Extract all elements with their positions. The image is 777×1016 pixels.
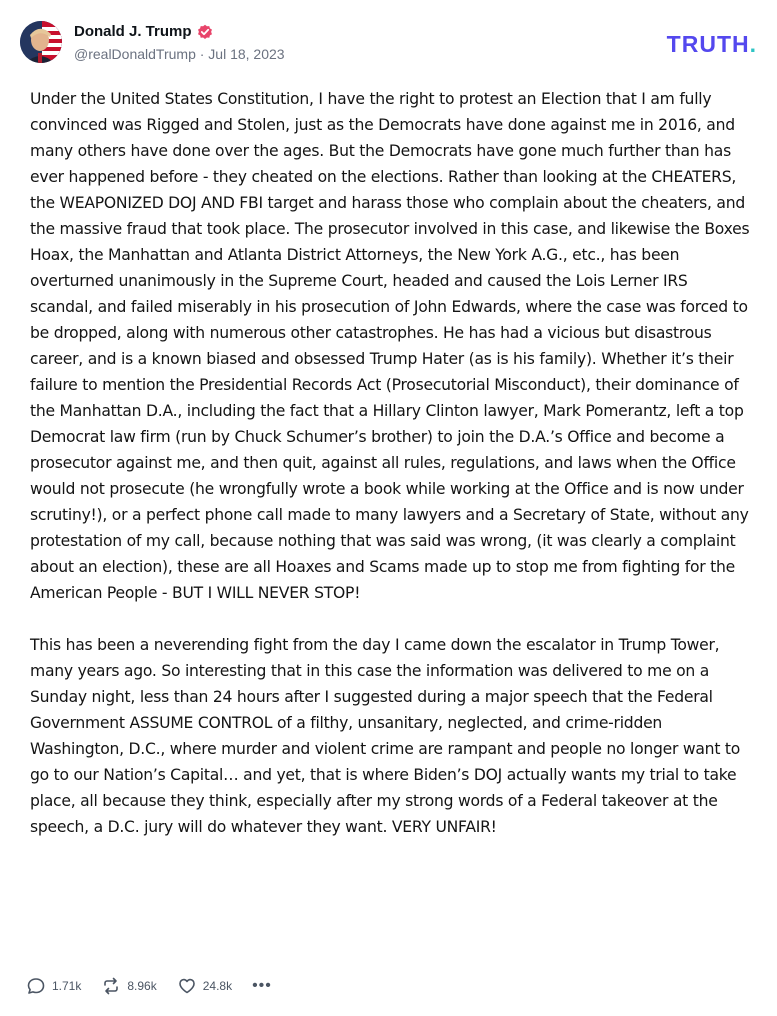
post-image[interactable]	[30, 86, 750, 956]
truth-logo-text: TRUTH	[666, 31, 750, 57]
reply-icon	[26, 976, 46, 996]
action-bar	[26, 976, 292, 996]
retruth-count: 8.96k	[127, 979, 157, 993]
more-icon: •••	[252, 977, 272, 994]
reply-button[interactable]	[26, 976, 81, 996]
retruth-icon	[101, 976, 121, 996]
verified-badge-icon	[197, 24, 213, 40]
reply-count: 1.71k	[52, 979, 82, 993]
post-paragraph-2: This has been a neverending fight from the day I came down the escalator in Trump Tower, many years ago. So interesting that in this case the information was delivered to me on a Sunday night, less than 24 hours after I suggested during a major speech that the Federal Government ASSUME CONTROL of a filthy, unsanitary, neglected, and crime-ridden Washington, D.C., where murder and violent crime are rampant and people no longer want to go to our Nation’s Capital… and yet, that is where Biden’s DOJ actually wants my trial to take place, all because they think, especially after my strong words of a Federal takeover at the speech, a D.C. jury will do whatever they want. VERY UNFAIR!	[30, 636, 741, 836]
truth-logo[interactable]	[667, 31, 757, 58]
like-button[interactable]	[177, 976, 232, 996]
author-handle-date: @realDonaldTrump · Jul 18, 2023	[74, 46, 285, 62]
heart-icon	[177, 976, 197, 996]
author-name[interactable]: Donald J. Trump	[74, 23, 192, 40]
more-options-button[interactable]	[252, 977, 272, 994]
post-paragraph-1: Under the United States Constitution, I have the right to protest an Election that I am fully convinced was Rigged and Stolen, just as the Democrats have done against me in 2016, and many others have done over the ages. But the Democrats have gone much further than has ever happened before - they cheated on the elections. Rather than looking at the CHEATERS, the WEAPONIZED DOJ AND FBI target and harass those who complain about the cheaters, and the massive fraud that took place. The prosecutor involved in this case, and likewise the Boxes Hoax, the Manhattan and Atlanta District Attorneys, the New York A.G., etc., has been overturned unanimously in the Supreme Court, headed and caused the Lois Lerner IRS scandal, and failed miserably in his prosecution of John Edwards, where the case was forced to be dropped, along with numerous other catastrophes. He has had a vicious but disastrous career, and is a known biased and obsessed Trump Hater (as is his family). Whether it’s their failure to mention the Presidential Records Act (Prosecutorial Misconduct), their dominance of the Manhattan D.A., including the fact that a Hillary Clinton lawyer, Mark Pomerantz, left a top Democrat law firm (run by Chuck Schumer’s brother) to join the D.A.’s Office and become a prosecutor against me, and then quit, against all rules, regulations, and laws when the Office would not prosecute (he wrongfully wrote a book while working at the Office and is now under scrutiny!), or a perfect phone call made to many lawyers and a Secretary of State, without any protestation of my call, because nothing that was said was wrong, (it was clearly a complaint about an election), these are all Hoaxes and Scams made up to stop me from fighting for the American People - BUT I WILL NEVER STOP!	[30, 90, 750, 602]
post-header	[0, 0, 777, 80]
avatar[interactable]	[20, 21, 62, 63]
retruth-button[interactable]	[101, 976, 156, 996]
truth-logo-dot: .	[749, 31, 757, 57]
like-count: 24.8k	[202, 979, 233, 993]
